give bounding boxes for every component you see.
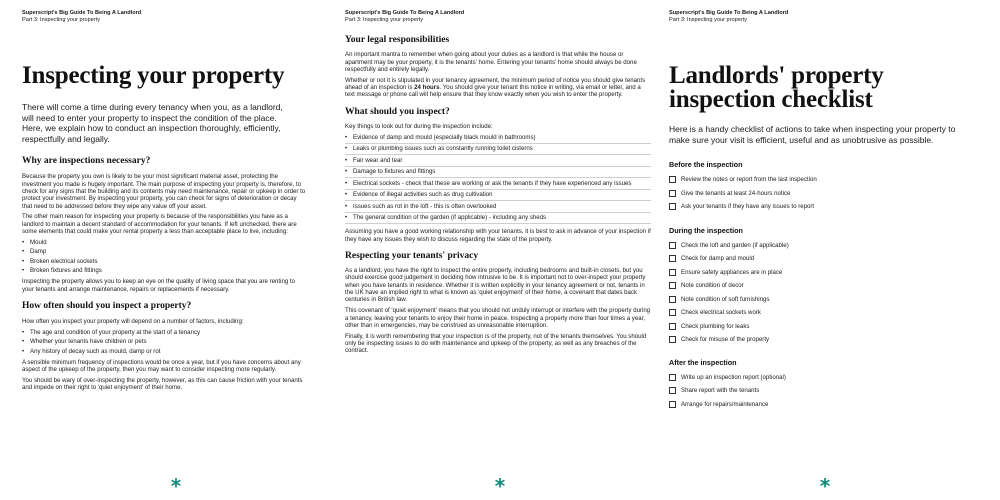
list-item: • Whether your tenants have children or pets (22, 338, 308, 345)
checkbox[interactable] (669, 323, 676, 330)
checklist-item[interactable]: Share report with the tenants (669, 384, 979, 398)
checkbox[interactable] (669, 255, 676, 262)
page-title: Inspecting your property (22, 62, 285, 90)
notice-period: 24 hours (414, 84, 440, 92)
how-list (22, 329, 308, 355)
list-item: • Mould (22, 239, 308, 246)
why-list (22, 239, 308, 274)
page-3 (667, 0, 989, 500)
inspect-paragraph-2: Assuming you have a good working relationship with your tenants, it is best to ask in advance of your inspection if they have any issues they wish to discuss regarding the state of the property. (345, 228, 651, 243)
checklist-item[interactable]: Check for damp and mould (669, 252, 979, 266)
checklist-item[interactable]: Check electrical sockets work (669, 306, 979, 320)
list-item: • Broken fixtures and fittings (22, 267, 308, 274)
checkbox[interactable] (669, 269, 676, 276)
part-label: Part 3: Inspecting your property (22, 16, 101, 23)
checkbox[interactable] (669, 336, 676, 343)
checklist-item[interactable]: Ensure safety appliances are in place (669, 266, 979, 280)
after-section (669, 358, 979, 412)
why-paragraph-3: Inspecting the property allows you to keep an eye on the quality of living space that you are renting to your tenants and arrange maintenance, repairs or replacements if necessary. (22, 278, 296, 293)
why-paragraph-1: Because the property you own is likely to be your most significant material asset, protecting the investment you made is hugely important. The main purpose of inspecting your property is, therefore, to check for any signs that the building and its contents may need maintenance, repair or upkeep in order to protect your investment. By inspecting your property, you can check for signs of deterioration or decay that need to be addressed before they wipe any value off your asset. (22, 173, 306, 210)
asterisk-icon: * (819, 474, 831, 498)
checkbox[interactable] (669, 176, 676, 183)
guide-title: Superscript's Big Guide To Being A Landlord (669, 10, 789, 16)
after-heading: After the inspection (669, 357, 737, 367)
checkbox[interactable] (669, 282, 676, 289)
before-heading: Before the inspection (669, 160, 743, 170)
part-label: Part 3: Inspecting your property (669, 16, 748, 23)
inspect-paragraph-1: Key things to look out for during the inspection include: (345, 122, 493, 130)
list-item: • Electrical sockets - check that these are working or ask the tenants if they have experienced any issues (345, 180, 651, 190)
page-1 (0, 0, 322, 500)
why-heading: Why are inspections necessary? (22, 156, 151, 167)
part-label: Part 3: Inspecting your property (345, 16, 424, 23)
intro-paragraph: There will come a time during every tenancy when you, as a landlord, will need to enter your property to inspect the condition of the place. Here, we explain how to conduct an inspection thoroughly, efficiently, respectfully and legally. (22, 102, 283, 144)
list-item: • Damp (22, 248, 308, 255)
checklist-intro: Here is a handy checklist of actions to take when inspecting your property to make sure your visit is efficient, useful and as unobtrusive as possible. (669, 124, 956, 145)
checklist-item[interactable]: Note condition of soft furnishings (669, 293, 979, 307)
legal-paragraph-1: An important mantra to remember when going about your duties as a landlord is that while the house or apartment may be your property, it is the tenants' home. Entering your tenants' home should always be done respectfully and entirely legally. (345, 51, 637, 73)
before-checklist (669, 173, 979, 214)
list-item: • Damage to fixtures and fittings (345, 168, 651, 178)
checklist-item[interactable]: Check plumbing for leaks (669, 320, 979, 334)
how-paragraph-2: A sensible minimum frequency of inspections would be once a year, but if you have concerns about any aspect of the upkeep of the property, then you may want to consider inspecting more regularly. (22, 358, 301, 374)
list-item: • Any history of decay such as mould, damp or rot (22, 348, 308, 355)
checklist-item[interactable]: Ask your tenants if they have any issues to report (669, 200, 979, 214)
during-heading: During the inspection (669, 225, 743, 235)
checkbox[interactable] (669, 387, 676, 394)
asterisk-icon: * (170, 474, 182, 498)
legal-heading: Your legal responsibilities (345, 35, 450, 46)
during-section (669, 226, 979, 347)
list-item: • Broken electrical sockets (22, 258, 308, 265)
list-item: • Fair wear and tear (345, 157, 651, 167)
checklist-item[interactable]: Write up an inspection report (optional) (669, 371, 979, 385)
how-paragraph-1: How often you inspect your property will depend on a number of factors, including: (22, 318, 244, 325)
guide-title: Superscript's Big Guide To Being A Landlord (345, 10, 465, 16)
checklist-item[interactable]: Check for misuse of the property (669, 333, 979, 347)
inspect-list (345, 134, 651, 225)
running-head (345, 10, 651, 23)
checklist-title: Landlords' property inspection checklist (669, 62, 884, 114)
checkbox[interactable] (669, 374, 676, 381)
how-heading: How often should you inspect a property? (22, 301, 192, 311)
list-item: • Evidence of damp and mould (especially black mould in bathrooms) (345, 134, 651, 144)
during-checklist (669, 239, 979, 347)
privacy-paragraph-3: Finally, it is worth remembering that your inspection is of the property, not of the tenants themselves. You should only be inspecting issues to do with maintenance and upkeep of the property, as well as any breaches of the contract. (345, 332, 647, 355)
privacy-paragraph-2: This covenant of 'quiet enjoyment' means that you should not unduly interrupt or interfere with the property during a tenancy, leaving your tenants to enjoy their home in peace. Inspecting a property more than four times a year, other than in emergencies, may be construed as unreasonable interruption. (345, 307, 651, 329)
privacy-heading: Respecting your tenants' privacy (345, 250, 479, 261)
checkbox[interactable] (669, 296, 676, 303)
inspect-heading: What should you inspect? (345, 106, 450, 117)
checkbox[interactable] (669, 242, 676, 249)
before-section (669, 160, 979, 214)
why-paragraph-2: The other main reason for inspecting your property is because of the responsibilities you have as a landlord to maintain a decent standard of accommodation for your tenants. If left unchecked, there are some elements that could make your rental property a less than acceptable place to live, including: (22, 213, 297, 236)
checklist-item[interactable]: Review the notes or report from the last inspection (669, 173, 979, 187)
list-item: • Leaks or plumbing issues such as constantly running toilet cisterns (345, 145, 651, 155)
legal-paragraph-2: Whether or not it is stipulated in your tenancy agreement, the minimum period of notice you should give tenants ahead of an inspection is 24 hours. You should give your tenant this notice in writing, via email or letter, and a text message or phone call will help ensure that they know exactly when you wish to enter the property. (345, 76, 646, 99)
list-item: • The general condition of the garden (if applicable) - including any sheds (345, 214, 651, 224)
checkbox[interactable] (669, 203, 676, 210)
checkbox[interactable] (669, 190, 676, 197)
how-paragraph-3: You should be wary of over-inspecting the property, however, as this can cause friction with your tenants and impede on their right to 'quiet enjoyment' of their home. (22, 377, 303, 392)
checkbox[interactable] (669, 401, 676, 408)
checklist-item[interactable]: Arrange for repairs/maintenance (669, 398, 979, 412)
after-checklist (669, 371, 979, 412)
privacy-paragraph-1: As a landlord, you have the right to inspect the entire property, including bedrooms and built-in closets, but you should exercise good judgement in deciding how intrusive to be. It is important not to over-inspect your property when you have tenants in residence. Whether it is written explicitly in your tenancy agreement or not, tenants in the UK have an implied right to what is known as 'quiet enjoyment' of their home, a covenant that dates back centuries in British law. (345, 266, 646, 304)
list-item: • The age and condition of your property at the start of a tenancy (22, 329, 308, 336)
checkbox[interactable] (669, 309, 676, 316)
running-head (669, 10, 979, 23)
asterisk-icon: * (494, 474, 506, 498)
checklist-item[interactable]: Note condition of decor (669, 279, 979, 293)
checklist-item[interactable]: Give the tenants at least 24-hours notice (669, 187, 979, 201)
checklist-item[interactable]: Check the loft and garden (if applicable) (669, 239, 979, 253)
guide-title: Superscript's Big Guide To Being A Landlord (22, 10, 142, 16)
list-item: • Evidence of illegal activities such as drug cultivation (345, 191, 651, 201)
page-2 (339, 0, 661, 500)
running-head (22, 10, 308, 23)
list-item: • Issues such as rot in the loft - this is often overlooked (345, 203, 651, 213)
